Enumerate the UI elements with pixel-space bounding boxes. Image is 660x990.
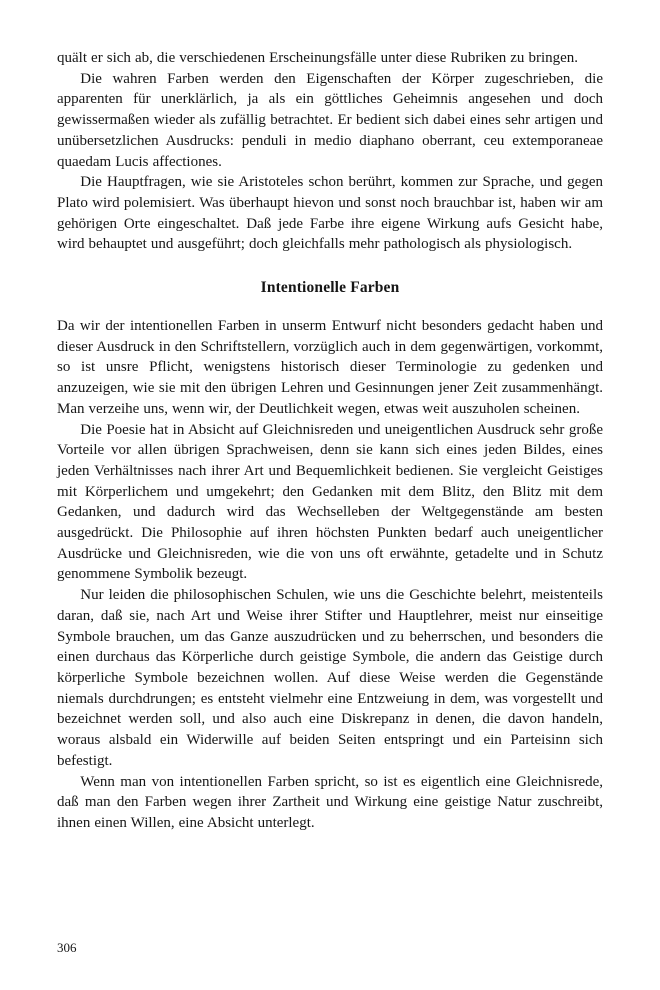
paragraph-section-first: Da wir der intentionellen Farben in unserm Entwurf nicht besonders gedacht haben und dieser Ausdruck in den Schriftstellern, vorzüglich auch in dem gegenwärtigen, vorkommt, so ist unsre Pflicht, wenigstens historisch dieser Terminologie zu gedenken und anzuzeigen, wie sie mit den übrigen Lehren und Gesinnungen jener Zeit zusammenhängt. Man verzeihe uns, wenn wir, der Deutlichkeit wegen, etwas weit auszuholen scheinen. [57, 318, 603, 417]
page-number: 306 [57, 940, 77, 955]
paragraph: Die Hauptfragen, wie sie Aristoteles schon berührt, kommen zur Sprache, und gegen Plato wird polemisiert. Was überhaupt hievon und sonst noch brauchbar ist, haben wir am gehörigen Orte eingeschaltet. Daß jede Farbe ihre eigene Wirkung aufs Gesicht habe, wird behauptet und ausgeführt; doch gleichfalls mehr pathologisch als physiologisch. [57, 174, 603, 253]
paragraph-continuation: quält er sich ab, die verschiedenen Erscheinungsfälle unter diese Rubriken zu bringen. [57, 50, 579, 66]
paragraph: Die wahren Farben werden den Eigenschaften der Körper zugeschrieben, die apparenten für unerklärlich, ja als ein göttliches Geheimnis angesehen und doch gewissermaßen wieder als zufällig betrachtet. Er bedient sich dabei eines sehr artigen und unübersetzlichen Ausdrucks: penduli in medio diaphano oberrant, ceu extemporaneae quaedam Lucis affectiones. [57, 70, 603, 170]
paragraph: Die Poesie hat in Absicht auf Gleichnisreden und uneigentlichen Ausdruck sehr große Vorteile vor allen übrigen Sprachweisen, denn sie kann sich eines jeden Bildes, eines jeden Verhältnisses nach ihrer Art und Bequemlichkeit bedienen. Sie vergleicht Geistiges mit Körperlichem und umgekehrt; den Gedanken mit dem Blitz, den Blitz mit dem Gedanken, und dadurch wird das Wechselleben der Weltgegenstände am besten ausgedrückt. Die Philosophie auf ihren höchsten Punkten bedarf auch uneigentlicher Ausdrücke und Gleichnisreden, wie die von uns oft erwähnte, getadelte und in Schutz genommene Symbolik bezeugt. [57, 421, 603, 583]
section-heading: Intentionelle Farben [260, 279, 400, 297]
paragraph: Wenn man von intentionellen Farben spricht, so ist es eigentlich eine Gleichnisrede, daß man den Farben wegen ihrer Zartheit und Wirkung eine geistige Natur zuschreibt, ihnen einen Willen, eine Absicht unterlegt. [57, 773, 603, 831]
body-text [57, 48, 603, 834]
paragraph: Nur leiden die philosophischen Schulen, wie uns die Geschichte belehrt, meistenteils daran, daß sie, nach Art und Weise ihrer Stifter und Hauptlehrer, meist nur einseitige Symbole brauchen, um das Ganze auszudrücken und zu beherrschen, und besonders die einen durchaus das Körperliche durch geistige Symbole, die andern das Geistige durch körperliche Symbole bezeichnen wollen. Auf diese Weise werden die Gegenstände niemals durchdrungen; es entsteht vielmehr eine Entzweiung in dem, was vorgestellt und bezeichnet werden soll, und also auch eine Diskrepanz in denen, die davon handeln, woraus alsbald ein Widerwille auf beiden Seiten entspringt und ein Parteisinn sich befestigt. [57, 587, 603, 769]
